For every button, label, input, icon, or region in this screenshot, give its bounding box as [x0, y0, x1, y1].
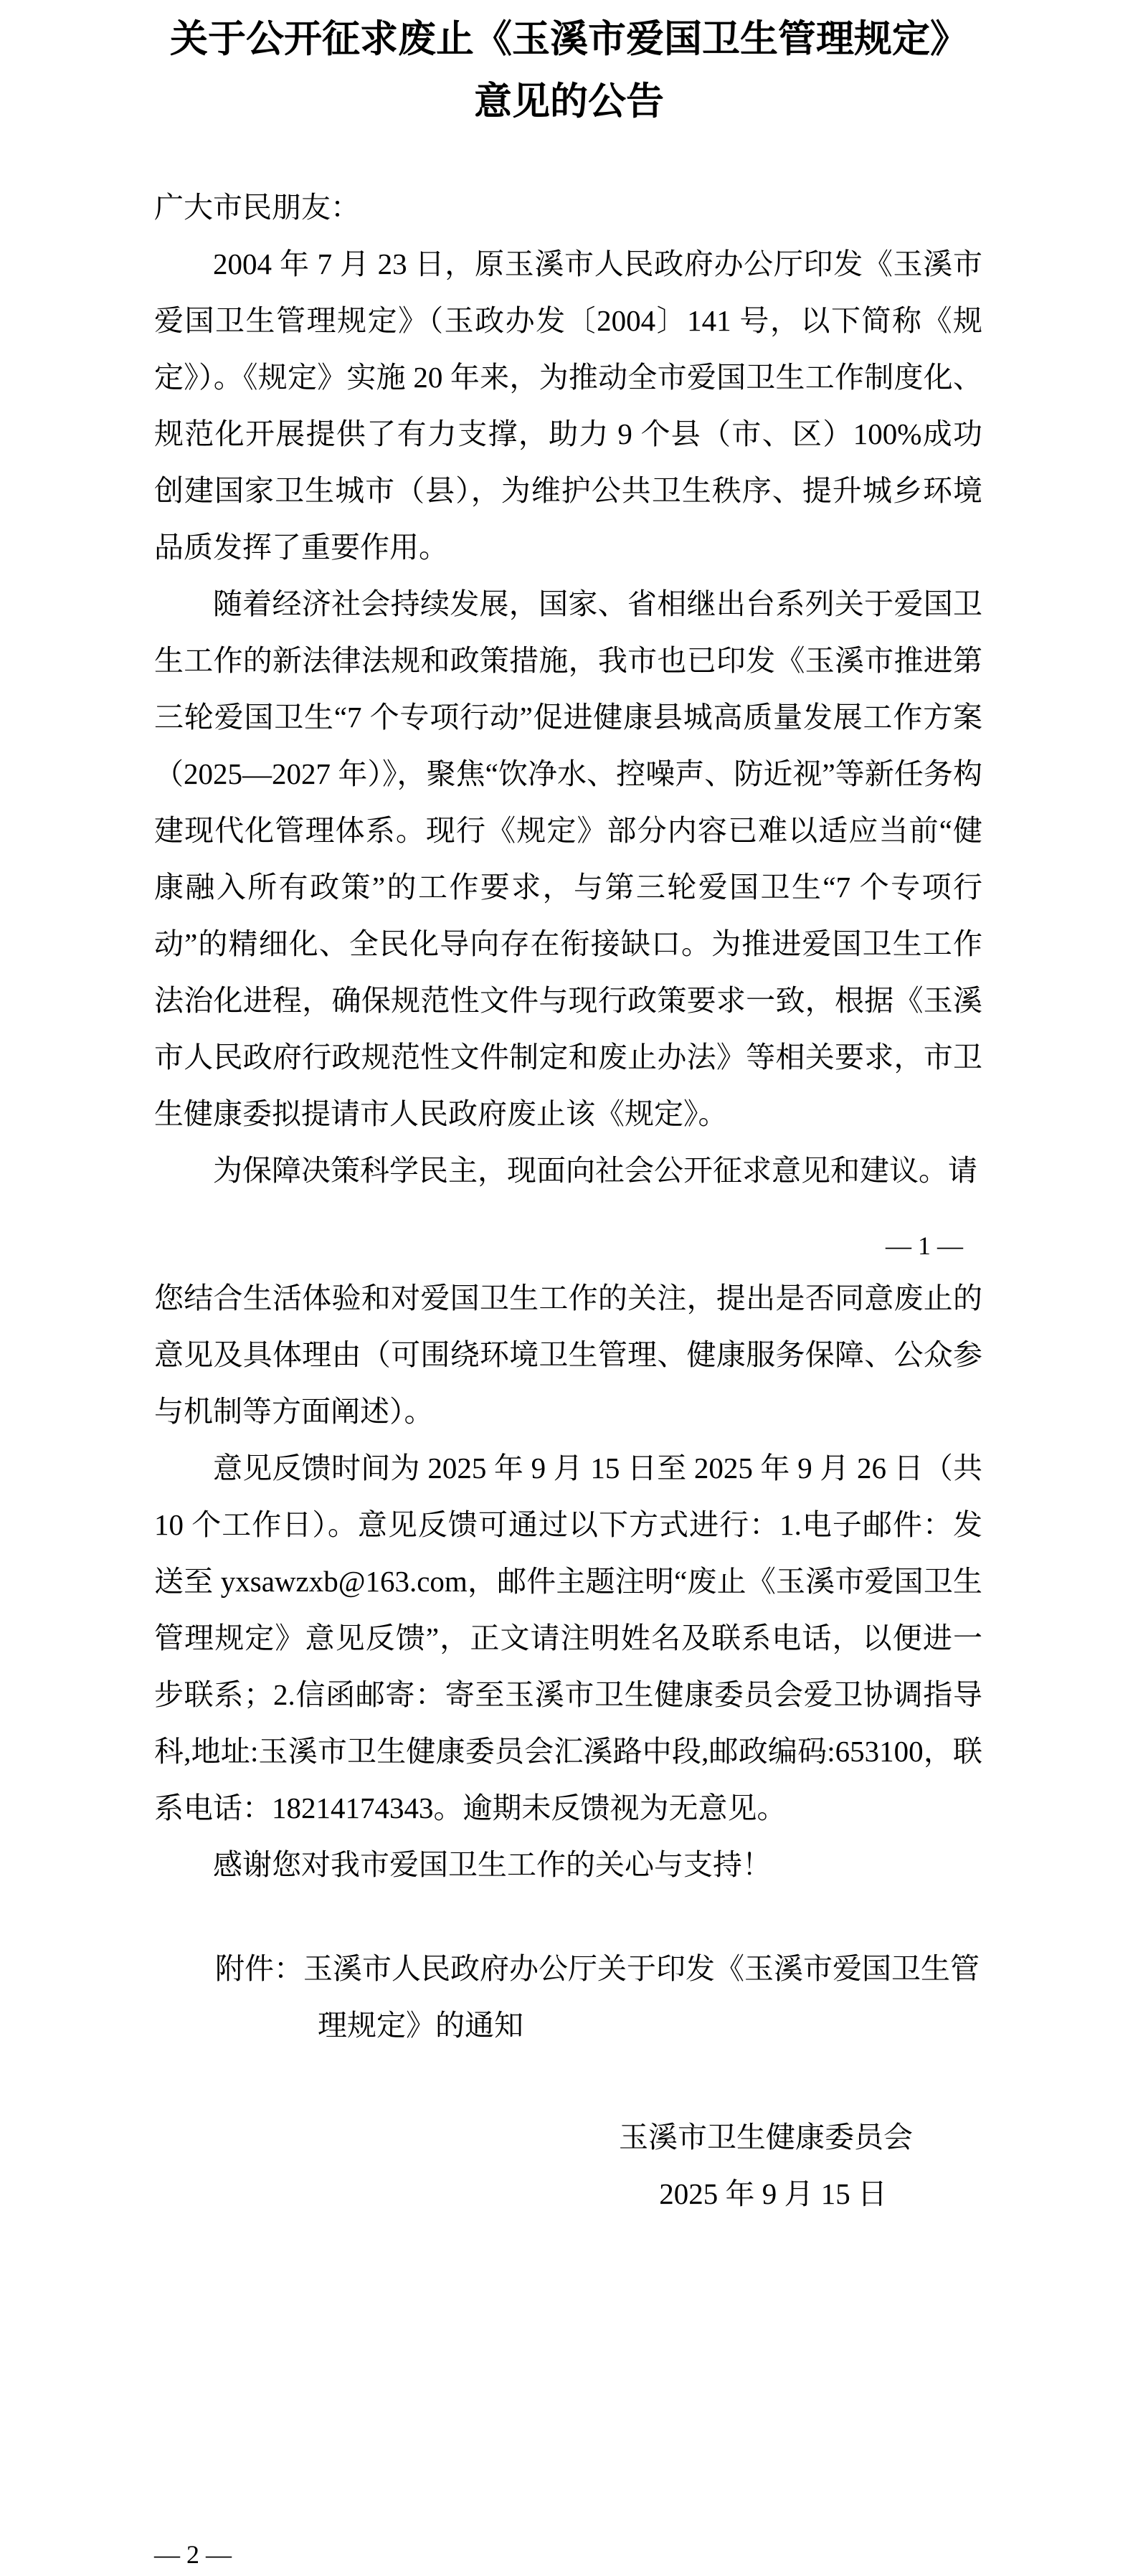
title-line-1: 关于公开征求废止《玉溪市爱国卫生管理规定》	[170, 19, 968, 60]
title-line-2: 意见的公告	[474, 81, 664, 123]
issuing-authority: 玉溪市卫生健康委员会	[619, 2121, 913, 2154]
page-number-1: — 1 —	[886, 1231, 963, 1260]
issue-date: 2025 年 9 月 15 日	[659, 2177, 887, 2210]
attachment-label: 附件：	[215, 1952, 303, 1985]
paragraph-background: 2004 年 7 月 23 日，原玉溪市人民政府办公厅印发《玉溪市爱国卫生管理规定》（玉政办发〔2004〕141 号，以下简称《规定》）。《规定》实施 20 年来，为推动全市爱国卫生工作制度化、规范化开展提供了有力支撑，助力 9 个县（市、区）100%成功创建国家卫生城市（县），为维护公共卫生秩序、提升城乡环境品质发挥了重要作用。	[154, 247, 982, 564]
document-title	[0, 0, 1138, 133]
attachment-note	[154, 1941, 982, 2054]
paragraph-feedback-channels: 意见反馈时间为 2025 年 9 月 15 日至 2025 年 9 月 26 日（共 10 个工作日）。意见反馈可通过以下方式进行：1.电子邮件：发送至 yxsawzxb@163.com，邮件主题注明“废止《玉溪市爱国卫生管理规定》意见反馈”，正文请注明姓名及联系电话，以便进一步联系；2.信函邮寄：寄至玉溪市卫生健康委员会爱卫协调指导科,地址:玉溪市卫生健康委员会汇溪路中段,邮政编码:653100，联系电话：18214174343。逾期未反馈视为无意见。	[154, 1452, 982, 1824]
paragraph-solicitation-continued: 您结合生活体验和对爱国卫生工作的关注，提出是否同意废止的意见及具体理由（可围绕环境卫生管理、健康服务保障、公众参与机制等方面阐述）。	[154, 1282, 982, 1428]
document-body	[154, 179, 982, 2222]
salutation: 广大市民朋友：	[154, 191, 360, 224]
page-number-2: — 2 —	[154, 2540, 232, 2569]
paragraph-thanks: 感谢您对我市爱国卫生工作的关心与支持！	[213, 1848, 772, 1881]
paragraph-reasons: 随着经济社会持续发展，国家、省相继出台系列关于爱国卫生工作的新法律法规和政策措施，我市也已印发《玉溪市推进第三轮爱国卫生“7 个专项行动”促进健康县城高质量发展工作方案（2025—2027 年）》，聚焦“饮净水、控噪声、防近视”等新任务构建现代化管理体系。现行《规定》部分内容已难以适应当前“健康融入所有政策”的工作要求，与第三轮爱国卫生“7 个专项行动”的精细化、全民化导向存在衔接缺口。为推进爱国卫生工作法治化进程，确保规范性文件与现行政策要求一致，根据《玉溪市人民政府行政规范性文件制定和废止办法》等相关要求，市卫生健康委拟提请市人民政府废止该《规定》。	[154, 587, 982, 1130]
attachment-title: 玉溪市人民政府办公厅关于印发《玉溪市爱国卫生管理规定》的通知	[303, 1952, 980, 2042]
paragraph-solicitation-start: 为保障决策科学民主，现面向社会公开征求意见和建议。请	[213, 1154, 977, 1187]
